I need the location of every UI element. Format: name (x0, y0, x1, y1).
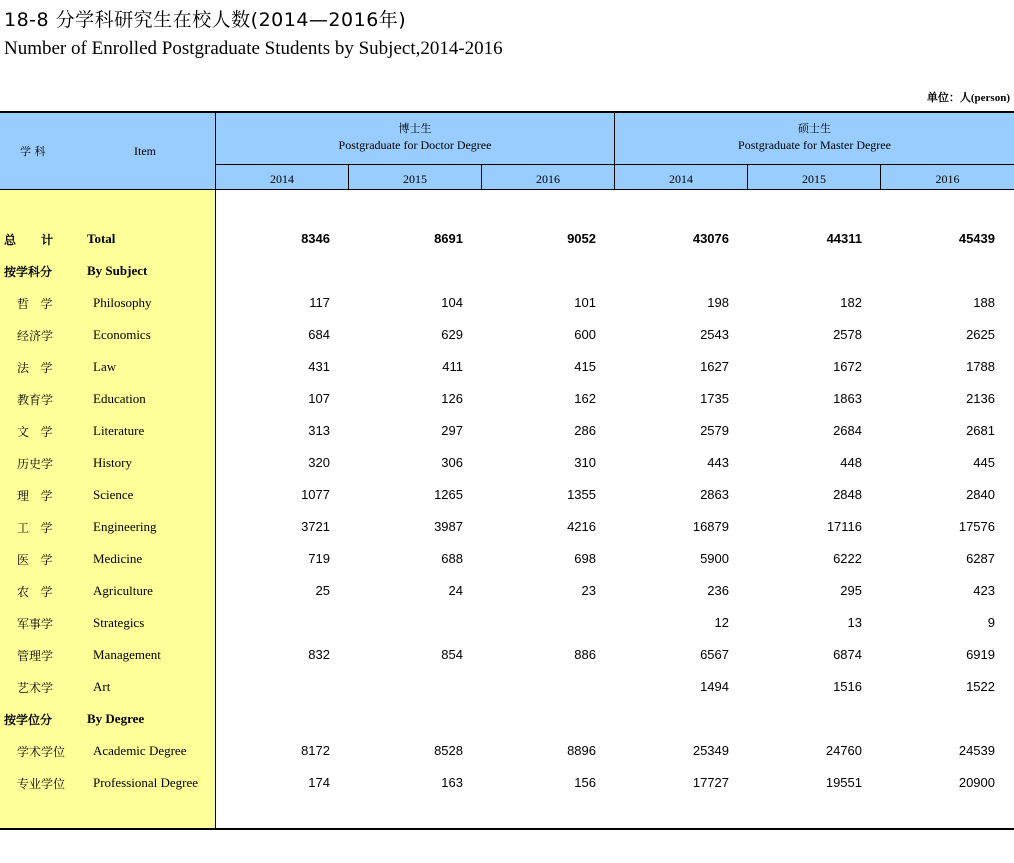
cell-value: 2625 (966, 327, 995, 342)
cell-value: 431 (308, 359, 330, 374)
cell-value: 9052 (567, 231, 596, 246)
cell-value: 9 (987, 615, 995, 630)
row-label-cn: 按学科分 (4, 265, 53, 279)
cell-value: 719 (308, 551, 330, 566)
row-label-en: Science (93, 487, 134, 502)
row-label-cn: 艺术学 (17, 681, 54, 695)
row-label-en: Law (93, 359, 117, 374)
cell-value: 198 (707, 295, 729, 310)
cell-value: 1355 (567, 487, 596, 502)
grid-line (880, 164, 881, 190)
row-label-cn: 历史学 (17, 457, 54, 471)
cell-value: 1522 (966, 679, 995, 694)
cell-value: 1672 (833, 359, 862, 374)
row-label-en: Engineering (93, 519, 157, 534)
page-title-cn: 18-8 分学科研究生在校人数(2014—2016年) (4, 9, 407, 31)
header-doctor-en: Postgraduate for Doctor Degree (338, 138, 492, 152)
cell-value: 688 (441, 551, 463, 566)
cell-value: 45439 (958, 231, 995, 246)
table-row (0, 607, 1014, 639)
year-header: 2015 (403, 172, 427, 186)
header-item-en: Item (134, 144, 156, 158)
cell-value: 19551 (825, 775, 862, 790)
grid-line (481, 164, 482, 190)
cell-value: 163 (441, 775, 463, 790)
row-label-cn: 文 学 (17, 425, 53, 439)
row-label-en: Agriculture (93, 583, 153, 598)
grid-line (348, 164, 349, 190)
table-row (0, 479, 1014, 511)
cell-value: 20900 (958, 775, 995, 790)
row-label-en: Academic Degree (93, 743, 187, 758)
cell-value: 448 (840, 455, 862, 470)
cell-value: 182 (840, 295, 862, 310)
table-row (0, 255, 1014, 287)
grid-line (614, 113, 615, 190)
cell-value: 310 (574, 455, 596, 470)
cell-value: 117 (309, 295, 330, 310)
cell-value: 5900 (700, 551, 729, 566)
cell-value: 295 (840, 583, 862, 598)
cell-value: 6222 (833, 551, 862, 566)
cell-value: 25 (315, 583, 330, 598)
cell-value: 2684 (833, 423, 862, 438)
row-label-cn: 总 计 (4, 233, 54, 247)
row-label-cn: 学术学位 (17, 745, 66, 759)
table-row (0, 415, 1014, 447)
cell-value: 6874 (833, 647, 862, 662)
table-row (0, 511, 1014, 543)
cell-value: 286 (574, 423, 596, 438)
row-label-cn: 经济学 (17, 329, 54, 343)
cell-value: 684 (308, 327, 330, 342)
page-title-en: Number of Enrolled Postgraduate Students by Subject,2014-2016 (4, 38, 503, 59)
row-label-en: Economics (93, 327, 151, 342)
row-label-en: By Subject (87, 263, 148, 278)
row-label-cn: 医 学 (17, 553, 53, 567)
cell-value: 162 (574, 391, 596, 406)
row-label-en: Philosophy (93, 295, 152, 310)
table-row (0, 447, 1014, 479)
cell-value: 306 (441, 455, 463, 470)
table-row (0, 671, 1014, 703)
header-doctor-cn: 博士生 (398, 122, 432, 135)
header-master-en: Postgraduate for Master Degree (738, 138, 891, 152)
table-row (0, 575, 1014, 607)
year-header: 2014 (669, 172, 693, 186)
cell-value: 1863 (833, 391, 862, 406)
cell-value: 23 (581, 583, 596, 598)
cell-value: 6919 (966, 647, 995, 662)
cell-value: 2136 (966, 391, 995, 406)
cell-value: 24760 (825, 743, 862, 758)
cell-value: 174 (308, 775, 330, 790)
cell-value: 43076 (692, 231, 729, 246)
cell-value: 24 (448, 583, 463, 598)
cell-value: 2543 (700, 327, 729, 342)
cell-value: 156 (574, 775, 596, 790)
cell-value: 8896 (567, 743, 596, 758)
row-label-cn: 军事学 (17, 617, 54, 631)
cell-value: 2579 (700, 423, 729, 438)
data-table (0, 111, 1014, 831)
cell-value: 600 (574, 327, 596, 342)
row-label-cn: 按学位分 (4, 713, 53, 727)
cell-value: 3987 (434, 519, 463, 534)
cell-value: 1494 (700, 679, 729, 694)
cell-value: 44311 (826, 231, 862, 246)
table-row (0, 223, 1014, 255)
table-row (0, 639, 1014, 671)
row-label-en: Total (87, 231, 116, 246)
row-label-cn: 农 学 (17, 585, 53, 599)
row-label-cn: 管理学 (17, 649, 54, 663)
cell-value: 8528 (434, 743, 463, 758)
row-label-cn: 理 学 (17, 489, 53, 503)
cell-value: 320 (308, 455, 330, 470)
header-doctor (216, 121, 614, 153)
cell-value: 1516 (833, 679, 862, 694)
cell-value: 25349 (692, 743, 729, 758)
cell-value: 236 (707, 583, 729, 598)
grid-line (215, 113, 216, 190)
row-label-en: Education (93, 391, 146, 406)
cell-value: 698 (574, 551, 596, 566)
cell-value: 1735 (700, 391, 729, 406)
cell-value: 886 (574, 647, 596, 662)
cell-value: 6287 (966, 551, 995, 566)
grid-line (215, 164, 1014, 165)
year-header: 2015 (802, 172, 826, 186)
cell-value: 13 (847, 615, 862, 630)
table-row (0, 287, 1014, 319)
cell-value: 104 (441, 295, 463, 310)
year-header: 2016 (536, 172, 560, 186)
cell-value: 1265 (434, 487, 463, 502)
cell-value: 1627 (700, 359, 729, 374)
cell-value: 17727 (692, 775, 729, 790)
cell-value: 629 (441, 327, 463, 342)
cell-value: 411 (442, 359, 463, 374)
row-label-cn: 专业学位 (17, 777, 66, 791)
year-header: 2016 (935, 172, 960, 186)
cell-value: 297 (441, 423, 463, 438)
table-row (0, 351, 1014, 383)
cell-value: 2681 (966, 423, 995, 438)
cell-value: 3721 (301, 519, 330, 534)
cell-value: 16879 (692, 519, 729, 534)
cell-value: 2840 (966, 487, 995, 502)
cell-value: 12 (714, 615, 729, 630)
cell-value: 854 (441, 647, 463, 662)
cell-value: 2578 (833, 327, 862, 342)
cell-value: 1077 (301, 487, 330, 502)
cell-value: 2863 (700, 487, 729, 502)
header-master (615, 121, 1014, 153)
cell-value: 313 (308, 423, 330, 438)
cell-value: 2848 (833, 487, 862, 502)
cell-value: 17116 (826, 519, 862, 534)
cell-value: 107 (308, 391, 330, 406)
cell-value: 443 (707, 455, 729, 470)
header-subject-cn: 学 科 (20, 145, 46, 158)
table-header (0, 113, 1014, 190)
cell-value: 101 (574, 295, 596, 310)
grid-line (747, 164, 748, 190)
row-label-en: Management (93, 647, 161, 662)
cell-value: 17576 (958, 519, 995, 534)
row-label-cn: 教育学 (17, 393, 54, 407)
table-row (0, 703, 1014, 735)
row-label-en: Professional Degree (93, 775, 199, 790)
year-header: 2014 (270, 172, 294, 186)
cell-value: 415 (574, 359, 596, 374)
row-label-en: Art (93, 679, 111, 694)
cell-value: 8691 (434, 231, 463, 246)
table-bottom-rule (0, 828, 1014, 830)
table-row (0, 767, 1014, 799)
row-label-en: Literature (93, 423, 145, 438)
table-row (0, 319, 1014, 351)
table-row (0, 383, 1014, 415)
unit-label: 单位：人(person) (926, 92, 1010, 104)
row-label-cn: 哲 学 (17, 297, 53, 311)
row-label-cn: 法 学 (17, 361, 53, 375)
row-label-en: Strategics (93, 615, 145, 630)
cell-value: 8346 (301, 231, 330, 246)
row-label-cn: 工 学 (17, 521, 53, 535)
cell-value: 832 (308, 647, 330, 662)
cell-value: 188 (973, 295, 995, 310)
cell-value: 423 (973, 583, 995, 598)
cell-value: 445 (973, 455, 995, 470)
cell-value: 8172 (301, 743, 330, 758)
cell-value: 6567 (700, 647, 729, 662)
row-label-en: By Degree (87, 711, 145, 726)
table-row (0, 735, 1014, 767)
cell-value: 4216 (567, 519, 596, 534)
table-row (0, 543, 1014, 575)
cell-value: 24539 (958, 743, 995, 758)
cell-value: 126 (441, 391, 463, 406)
row-label-en: History (93, 455, 132, 470)
row-label-en: Medicine (93, 551, 143, 566)
header-master-cn: 硕士生 (798, 122, 831, 135)
cell-value: 1788 (966, 359, 995, 374)
